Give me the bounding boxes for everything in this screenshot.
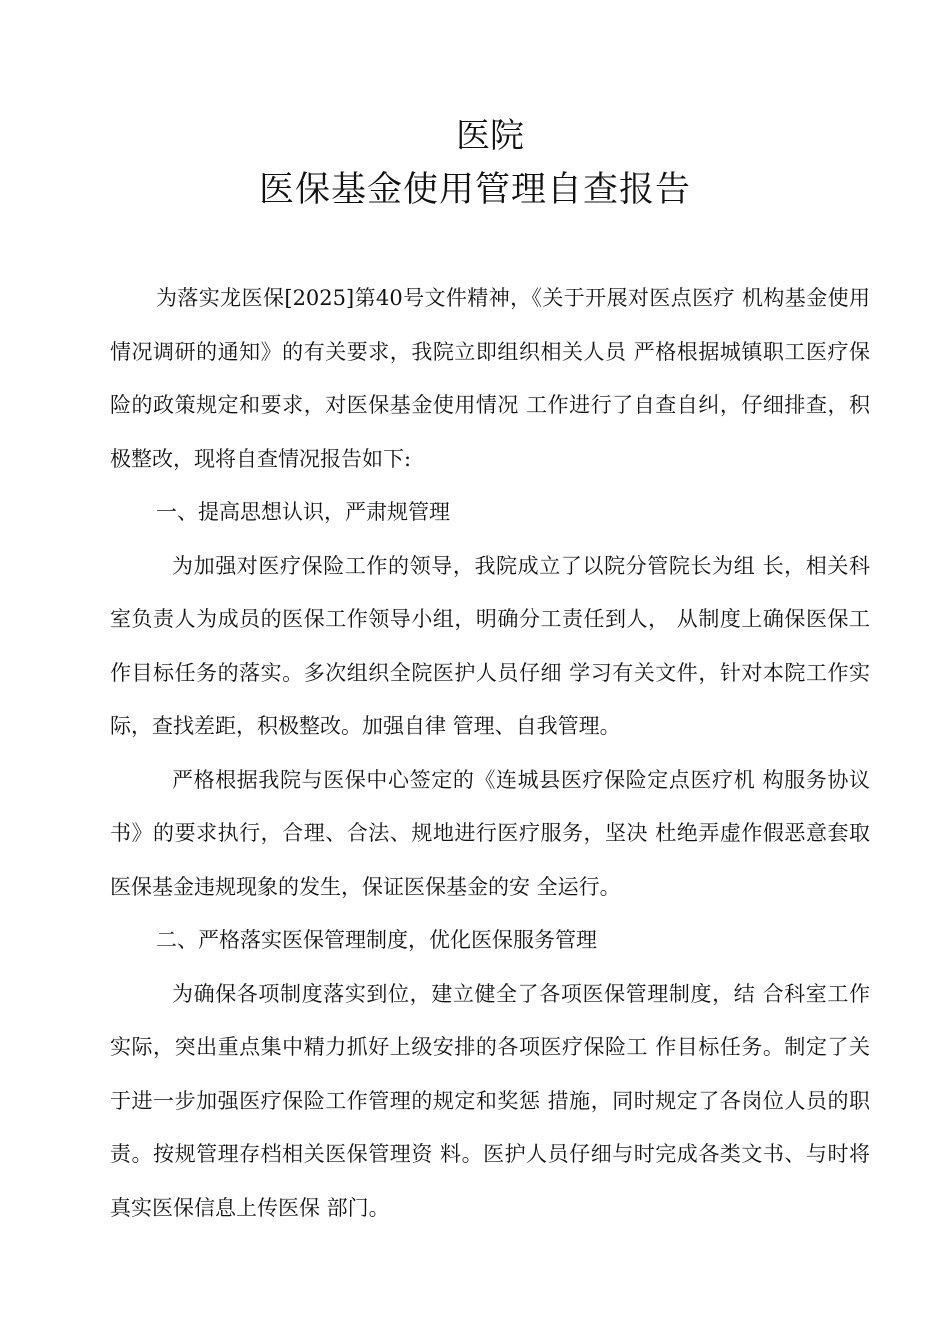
section-1-paragraph-1: 为加强对医疗保险工作的领导，我院成立了以院分管院长为组 长，相关科室负责人为成员的医保工作领导小组，明确分工责任到人， 从制度上确保医保工作目标任务的落实。多次组织全院医护人员仔细 学习有关文件，针对本院工作实际，查找差距，积极整改。加强自律 管理、自我管理。 [110, 553, 870, 738]
document-body [110, 272, 870, 1235]
report-title: 医保基金使用管理自查报告 [258, 170, 691, 210]
intro-paragraph: 为落实龙医保[2025]第40号文件精神，《关于开展对医点医疗 机构基金使用情况调研的通知》的有关要求，我院立即组织相关人员 严格根据城镇职工医疗保险的政策规定和要求，对医保基金使用情况 工作进行了自查自纠，仔细排查，积极整改，现将自查情况报告如下: [110, 286, 870, 471]
section-heading-1: 一、提高思想认识，严肃规管理 [156, 500, 450, 524]
title-hospital: 医院 [456, 116, 524, 156]
section-heading-2: 二、严格落实医保管理制度，优化医保服务管理 [156, 928, 597, 952]
section-1-paragraph-2: 严格根据我院与医保中心签定的《连城县医疗保险定点医疗机 构服务协议书》的要求执行，合理、合法、规地进行医疗服务，坚决 杜绝弄虚作假恶意套取医保基金违规现象的发生，保证医保基金的安 全运行。 [110, 767, 870, 899]
section-2-paragraph-1: 为确保各项制度落实到位，建立健全了各项医保管理制度，结 合科室工作实际，突出重点集中精力抓好上级安排的各项医疗保险工 作目标任务。制定了关于进一步加强医疗保险工作管理的规定和奖惩 措施，同时规定了各岗位人员的职责。按规管理存档相关医保管理资 料。医护人员仔细与时完成各类文书、与时将真实医保信息上传医保 部门。 [110, 981, 870, 1220]
